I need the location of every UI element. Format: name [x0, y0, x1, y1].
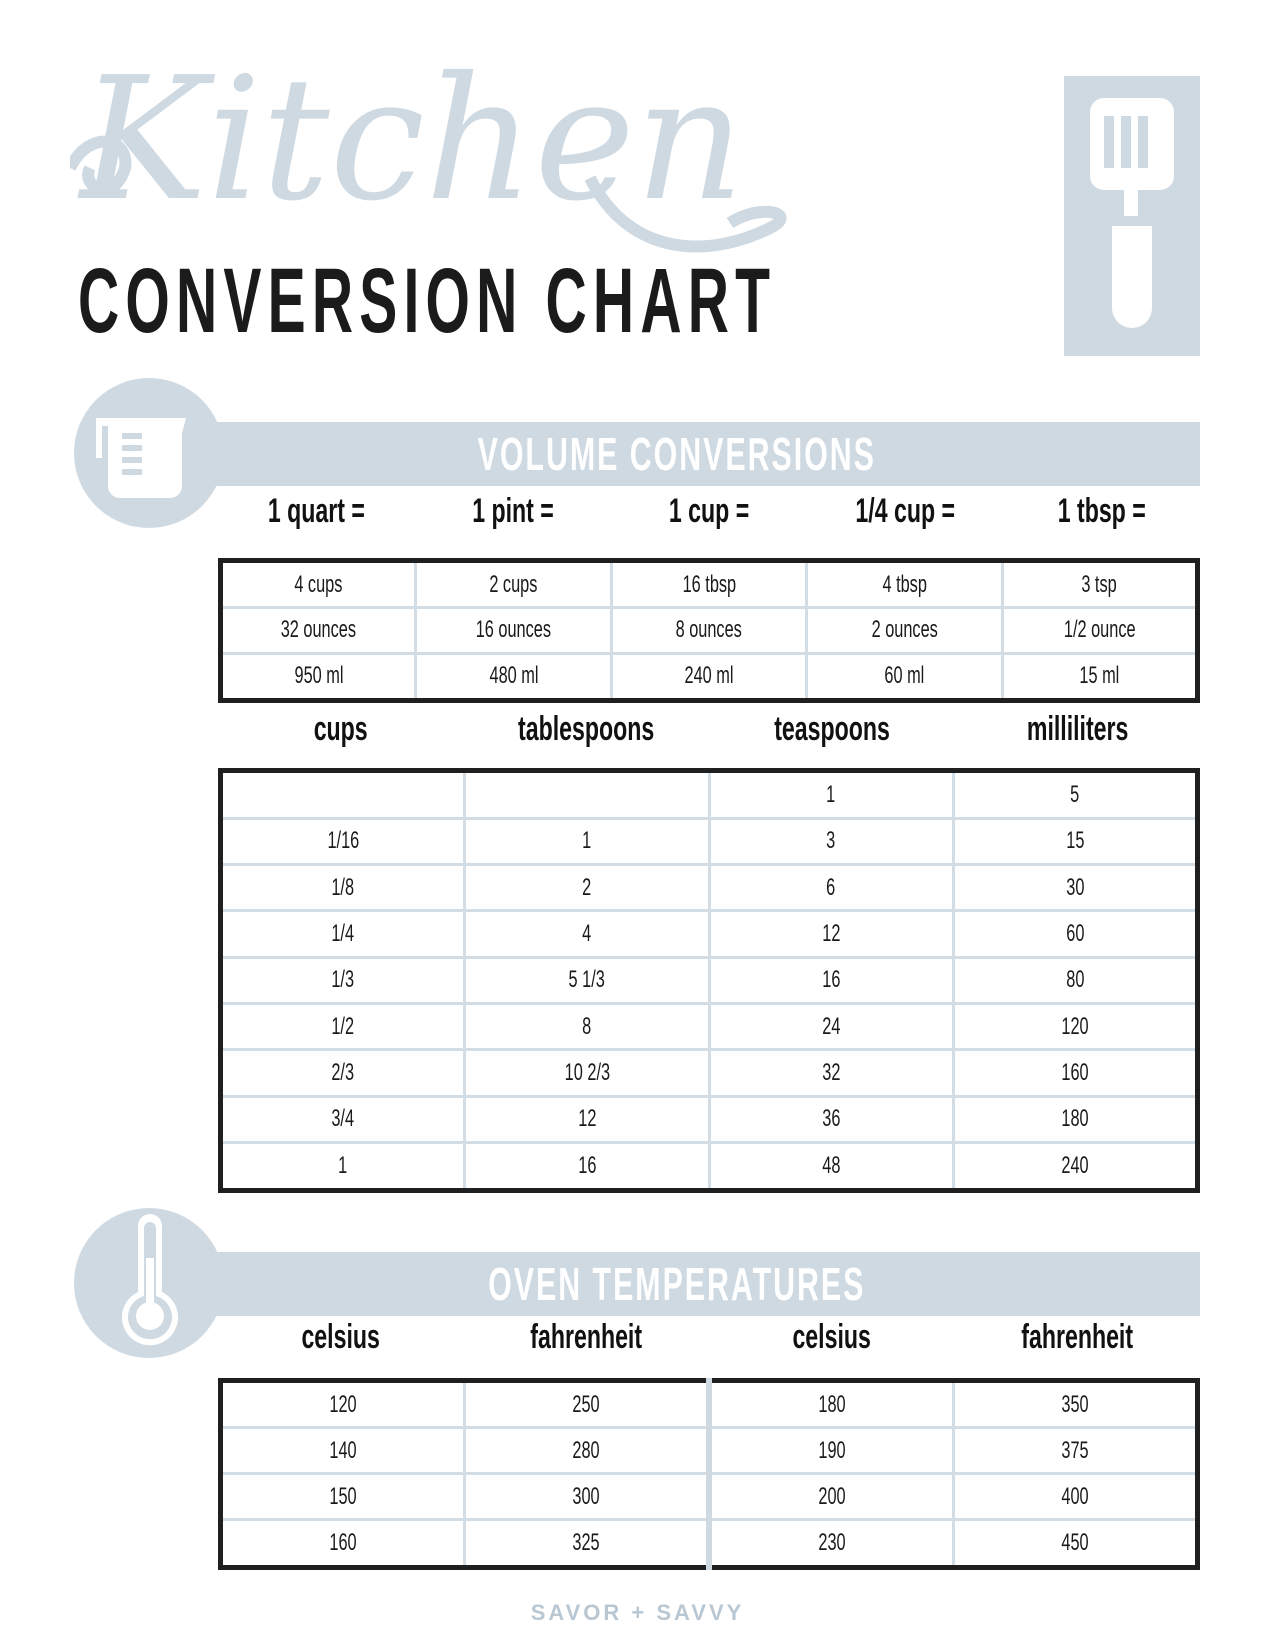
measures-headers: [218, 710, 1200, 760]
page-title: CONVERSION CHART: [78, 250, 777, 352]
volume-section-title: VOLUME CONVERSIONS: [477, 428, 877, 480]
table-row: [221, 608, 1198, 654]
table-cell: 8: [465, 1004, 709, 1050]
measure-header: tablespoons: [518, 710, 655, 748]
brand-footer: SAVOR + SAVVY: [530, 1600, 745, 1625]
table-cell: 120: [953, 1004, 1197, 1050]
table-cell: 200: [709, 1474, 953, 1520]
oven-table: [218, 1378, 1200, 1570]
table-cell: 3/4: [221, 1096, 465, 1142]
oven-headers: [218, 1318, 1200, 1368]
table-row: [221, 865, 1198, 911]
table-cell: 2/3: [221, 1050, 465, 1096]
table-cell: 5 1/3: [465, 957, 709, 1003]
table-cell: 180: [709, 1381, 953, 1428]
oven-header: celsius: [301, 1318, 380, 1356]
table-row: [221, 561, 1198, 608]
table-cell: 80: [953, 957, 1197, 1003]
spatula-icon: [1064, 76, 1200, 356]
table-cell: 120: [221, 1381, 465, 1428]
table-cell: 16: [709, 957, 953, 1003]
table-cell: 16: [465, 1143, 709, 1191]
table-cell: 180: [953, 1096, 1197, 1142]
oven-header: fahrenheit: [1021, 1318, 1134, 1356]
table-cell: 60 ml: [807, 653, 1002, 700]
table-cell: 1/16: [221, 818, 465, 864]
table-row: [221, 911, 1198, 957]
table-cell: 160: [221, 1520, 465, 1568]
table-cell: 300: [465, 1474, 709, 1520]
table-cell: 1: [465, 818, 709, 864]
table-cell: 24: [709, 1004, 953, 1050]
measures-table: [218, 768, 1200, 1193]
table-cell: 1: [709, 771, 953, 819]
table-row: [221, 1520, 1198, 1568]
table-row: [221, 1143, 1198, 1191]
table-cell: 32 ounces: [221, 608, 416, 654]
table-cell: 5: [953, 771, 1197, 819]
table-cell: 4 cups: [221, 561, 416, 608]
equivalent-header: 1 pint =: [471, 492, 554, 530]
table-cell: 36: [709, 1096, 953, 1142]
table-cell: 6: [709, 865, 953, 911]
table-cell: 1: [221, 1143, 465, 1191]
table-cell: 4: [465, 911, 709, 957]
table-cell: 1/8: [221, 865, 465, 911]
table-row: [221, 771, 1198, 819]
table-cell: 12: [709, 911, 953, 957]
table-cell: 16 tbsp: [611, 561, 806, 608]
table-cell: 325: [465, 1520, 709, 1568]
table-cell: 240: [953, 1143, 1197, 1191]
equivalents-table: [218, 558, 1200, 703]
table-row: [221, 957, 1198, 1003]
table-cell: 60: [953, 911, 1197, 957]
table-cell: [221, 771, 465, 819]
table-cell: 240 ml: [611, 653, 806, 700]
table-cell: 350: [953, 1381, 1197, 1428]
table-cell: 375: [953, 1428, 1197, 1474]
measure-header: teaspoons: [773, 710, 890, 748]
table-cell: 1/4: [221, 911, 465, 957]
measure-header: cups: [313, 710, 368, 748]
oven-header: celsius: [792, 1318, 871, 1356]
table-cell: 48: [709, 1143, 953, 1191]
table-row: [221, 818, 1198, 864]
table-row: [221, 1096, 1198, 1142]
table-cell: 160: [953, 1050, 1197, 1096]
table-cell: 150: [221, 1474, 465, 1520]
table-cell: 2: [465, 865, 709, 911]
table-cell: 140: [221, 1428, 465, 1474]
table-cell: 3 tsp: [1002, 561, 1197, 608]
table-row: [221, 1428, 1198, 1474]
table-cell: 8 ounces: [611, 608, 806, 654]
table-cell: 480 ml: [416, 653, 611, 700]
table-row: [221, 1004, 1198, 1050]
table-cell: 3: [709, 818, 953, 864]
table-cell: 190: [709, 1428, 953, 1474]
table-cell: 12: [465, 1096, 709, 1142]
spatula-icon-box: [1064, 76, 1200, 356]
table-cell: 2 cups: [416, 561, 611, 608]
table-cell: 15 ml: [1002, 653, 1197, 700]
equivalent-header: 1 tbsp =: [1057, 492, 1146, 530]
equivalent-header: 1 quart =: [267, 492, 365, 530]
table-cell: 30: [953, 865, 1197, 911]
table-cell: 250: [465, 1381, 709, 1428]
table-cell: 4 tbsp: [807, 561, 1002, 608]
oven-header: fahrenheit: [530, 1318, 643, 1356]
table-cell: 280: [465, 1428, 709, 1474]
equivalent-header: 1/4 cup =: [855, 492, 956, 530]
svg-text:Kitchen: Kitchen: [80, 41, 745, 239]
table-cell: 1/2 ounce: [1002, 608, 1197, 654]
equivalents-headers: [218, 492, 1200, 542]
table-cell: 32: [709, 1050, 953, 1096]
table-cell: 230: [709, 1520, 953, 1568]
table-cell: 2 ounces: [807, 608, 1002, 654]
table-row: [221, 1381, 1198, 1428]
equivalent-header: 1 cup =: [668, 492, 750, 530]
table-cell: 10 2/3: [465, 1050, 709, 1096]
table-cell: 950 ml: [221, 653, 416, 700]
table-cell: [465, 771, 709, 819]
table-cell: 400: [953, 1474, 1197, 1520]
table-cell: 1/2: [221, 1004, 465, 1050]
table-row: [221, 653, 1198, 700]
table-cell: 1/3: [221, 957, 465, 1003]
measure-header: milliliters: [1026, 710, 1129, 748]
table-cell: 15: [953, 818, 1197, 864]
oven-section-title: OVEN TEMPERATURES: [488, 1258, 866, 1310]
table-row: [221, 1050, 1198, 1096]
table-row: [221, 1474, 1198, 1520]
table-cell: 16 ounces: [416, 608, 611, 654]
table-cell: 450: [953, 1520, 1197, 1568]
